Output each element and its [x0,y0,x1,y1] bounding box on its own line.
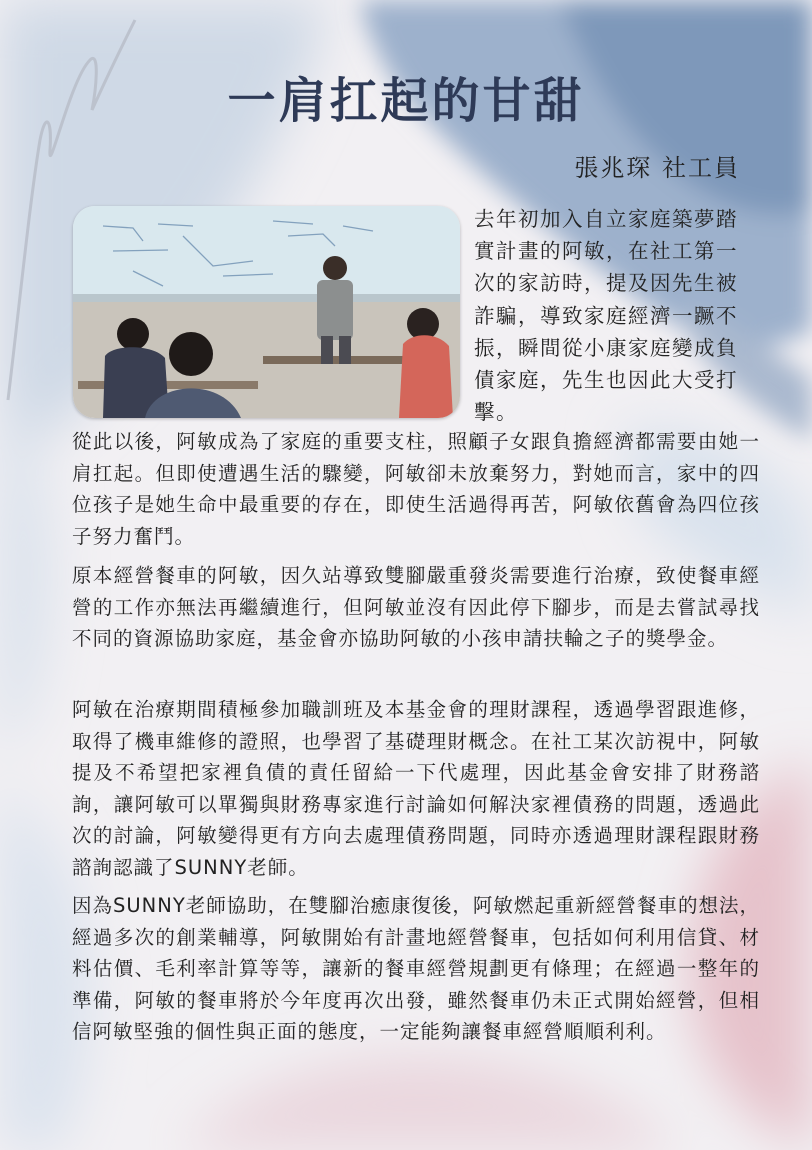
page-title: 一肩扛起的甘甜 [227,73,585,129]
body-paragraph-1: 從此以後，阿敏成為了家庭的重要支柱，照顧子女跟負擔經濟都需要由她一肩扛起。但即使遭遇生活的驟變，阿敏卻未放棄努力，對她而言，家中的四位孩子是她生命中最重要的存在，即使生活過得再苦，阿敏依舊會為四位孩子努力奮鬥。 [72,430,760,548]
body-paragraph-2: 原本經營餐車的阿敏，因久站導致雙腳嚴重發炎需要進行治療，致使餐車經營的工作亦無法再繼續進行，但阿敏並沒有因此停下腳步，而是去嘗試尋找不同的資源協助家庭，基金會亦協助阿敏的小孩申請扶輪之子的獎學金。 [72,564,760,651]
intro-paragraph: 去年初加入自立家庭築夢踏實計畫的阿敏，在社工第一次的家訪時，提及因先生被詐騙，導致家庭經濟一蹶不振，瞬間從小康家庭變成負債家庭，先生也因此大受打擊。 [474,207,738,425]
workshop-photo [73,206,460,418]
author-byline: 張兆琛 社工員 [574,154,740,182]
body-paragraph-4: 因為SUNNY老師協助，在雙腳治癒康復後，阿敏燃起重新經營餐車的想法，經過多次的創業輔導，阿敏開始有計畫地經營餐車，包括如何利用信貸、材料估價、毛利率計算等等，讓新的餐車經營規劃更有條理；在經過一整年的準備，阿敏的餐車將於今年度再次出發，雖然餐車仍未正式開始經營，但相信阿敏堅強的個性與正面的態度，一定能夠讓餐車經營順順利利。 [72,894,760,1044]
classroom-image [73,206,460,418]
body-paragraph-3: 阿敏在治療期間積極參加職訓班及本基金會的理財課程，透過學習跟進修，取得了機車維修的證照，也學習了基礎理財概念。在社工某次訪視中，阿敏提及不希望把家裡負債的責任留給一下代處理，因此基金會安排了財務諮詢，讓阿敏可以單獨與財務專家進行討論如何解決家裡債務的問題，透過此次的討論，阿敏變得更有方向去處理債務問題，同時亦透過理財課程跟財務諮詢認識了SUNNY老師。 [72,698,760,879]
